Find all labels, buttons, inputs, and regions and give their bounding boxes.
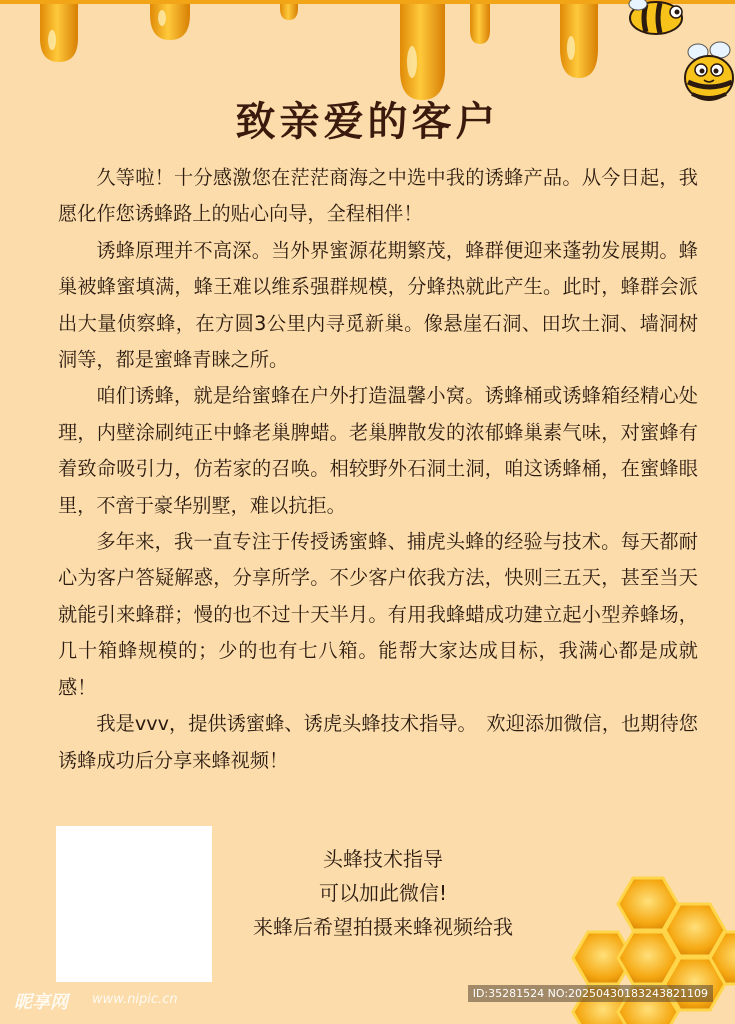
paragraph: 咱们诱蜂，就是给蜜蜂在户外打造温馨小窝。诱蜂桶或诱蜂箱经精心处理，内壁涂刷纯正中蜂老巢脾蜡。老巢脾散发的浓郁蜂巢素气味，对蜜蜂有着致命吸引力，仿若家的召唤。相较野外石洞土洞，咱这诱蜂桶，在蜜蜂眼里，不啻于豪华别墅，难以抗拒。 bbox=[58, 384, 698, 517]
contact-line: 来蜂后希望拍摄来蜂视频给我 bbox=[253, 915, 513, 939]
watermark-url: www.nipic.cn bbox=[92, 992, 178, 1007]
watermark-logo: 昵享网 bbox=[14, 992, 68, 1013]
paragraph: 我是vvv，提供诱蜜蜂、诱虎头蜂技术指导。 欢迎添加微信，也期待您诱蜂成功后分享来蜂视频！ bbox=[58, 712, 698, 772]
paragraph: 久等啦！十分感激您在茫茫商海之中选中我的诱蜂产品。从今日起，我愿化作您诱蜂路上的贴心向导，全程相伴！ bbox=[58, 166, 698, 226]
contact-line: 头蜂技术指导 bbox=[323, 847, 443, 871]
bee-icon bbox=[618, 0, 690, 40]
contact-line: 可以加此微信! bbox=[318, 881, 448, 905]
qr-code-placeholder bbox=[56, 826, 212, 982]
contact-info bbox=[218, 842, 548, 944]
page-title: 致亲爱的客户 bbox=[235, 99, 500, 145]
paragraph: 诱蜂原理并不高深。当外界蜜源花期繁茂，蜂群便迎来蓬勃发展期。蜂巢被蜂蜜填满，蜂王难以维系强群规模，分蜂热就此产生。此时，蜂群会派出大量侦察蜂，在方圆3公里内寻觅新巢。像悬崖石洞、田坎土洞、墙洞树洞等，都是蜜蜂青睐之所。 bbox=[58, 238, 698, 372]
watermark-id: ID:35281524 NO:20250430183243821109 bbox=[468, 985, 713, 1002]
paragraph: 多年来，我一直专注于传授诱蜜蜂、捕虎头蜂的经验与技术。每天都耐心为客户答疑解惑，分享所学。不少客户依我方法，快则三五天，甚至当天就能引来蜂群；慢的也不过十天半月。有用我蜂蜡成功建立起小型养蜂场，几十箱蜂规模的；少的也有七八箱。能帮大家达成目标，我满心都是成就感！ bbox=[58, 530, 698, 699]
letter-body bbox=[58, 160, 698, 779]
